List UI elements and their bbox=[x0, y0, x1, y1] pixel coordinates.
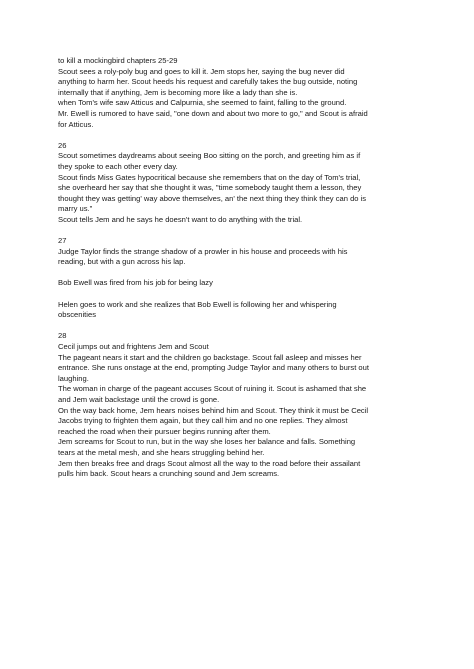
document-body bbox=[58, 56, 428, 480]
ch28-paragraph-2: The pageant nears it start and the children go backstage. Scout fall asleep and misses her entrance. She runs onstage at the end, prompting Judge Taylor and many others to burst out laughing. bbox=[58, 352, 369, 383]
chapter-26-number: 26 bbox=[58, 140, 67, 150]
spacer bbox=[58, 289, 428, 300]
ch28-paragraph-6: Jem then breaks free and drags Scout almost all the way to the road before their assailant pulls him back. Scout hears a crunching sound and Jem screams. bbox=[58, 458, 361, 479]
spacer bbox=[58, 268, 428, 279]
ch26-paragraph-2: Scout finds Miss Gates hypocritical because she remembers that on the day of Tom's trial, she overheard her say that she thought it was, "time somebody taught them a lesson, they thought they was getting' way above themselves, an' the next thing they think they can do is marry us." bbox=[58, 172, 367, 214]
chapter-28-number: 28 bbox=[58, 331, 67, 341]
spacer bbox=[58, 226, 428, 237]
ch27-paragraph-2: Bob Ewell was fired from his job for being lazy bbox=[58, 278, 213, 288]
ch28-paragraph-5: Jem screams for Scout to run, but in the way she loses her balance and falls. Something tears at the metal mesh, and she hears struggling behind her. bbox=[58, 437, 356, 457]
ch27-paragraph-3: Helen goes to work and she realizes that Bob Ewell is following her and whispering obscenities bbox=[58, 299, 337, 320]
chapter-27-number: 27 bbox=[58, 236, 67, 246]
ch28-paragraph-4: On the way back home, Jem hears noises behind him and Scout. They think it must be Cecil Jacobs trying to frighten them again, but they call him and no one replies. They almost reached the road when their pursuer begins running after them. bbox=[58, 405, 369, 436]
ch25-paragraph-1: Scout sees a roly-poly bug and goes to kill it. Jem stops her, saying the bug never did anything to harm her. Scout heeds his request and carefully takes the bug outside, noting internally that if anything, Jem is becoming more like a lady than she is. bbox=[58, 66, 358, 97]
spacer bbox=[58, 321, 428, 332]
ch26-paragraph-3: Scout tells Jem and he says he doesn't want to do anything with the trial. bbox=[58, 214, 303, 224]
ch26-paragraph-1: Scout sometimes daydreams about seeing Boo sitting on the porch, and greeting him as if they spoke to each other every day. bbox=[58, 151, 361, 171]
ch28-paragraph-3: The woman in charge of the pageant accuses Scout of ruining it. Scout is ashamed that she and Jem wait backstage until the crowd is gone. bbox=[58, 384, 367, 404]
spacer bbox=[58, 130, 428, 141]
ch27-paragraph-1: Judge Taylor finds the strange shadow of a prowler in his house and proceeds with his reading, but with a gun across his lap. bbox=[58, 246, 348, 267]
document-title: to kill a mockingbird chapters 25-29 bbox=[58, 56, 178, 65]
ch28-paragraph-1: Cecil jumps out and frightens Jem and Scout bbox=[58, 342, 209, 352]
ch25-paragraph-2: when Tom's wife saw Atticus and Calpurnia, she seemed to faint, falling to the ground. bbox=[58, 98, 347, 108]
ch25-paragraph-3: Mr. Ewell is rumored to have said, "one down and about two more to go," and Scout is afraid for Atticus. bbox=[58, 108, 368, 129]
